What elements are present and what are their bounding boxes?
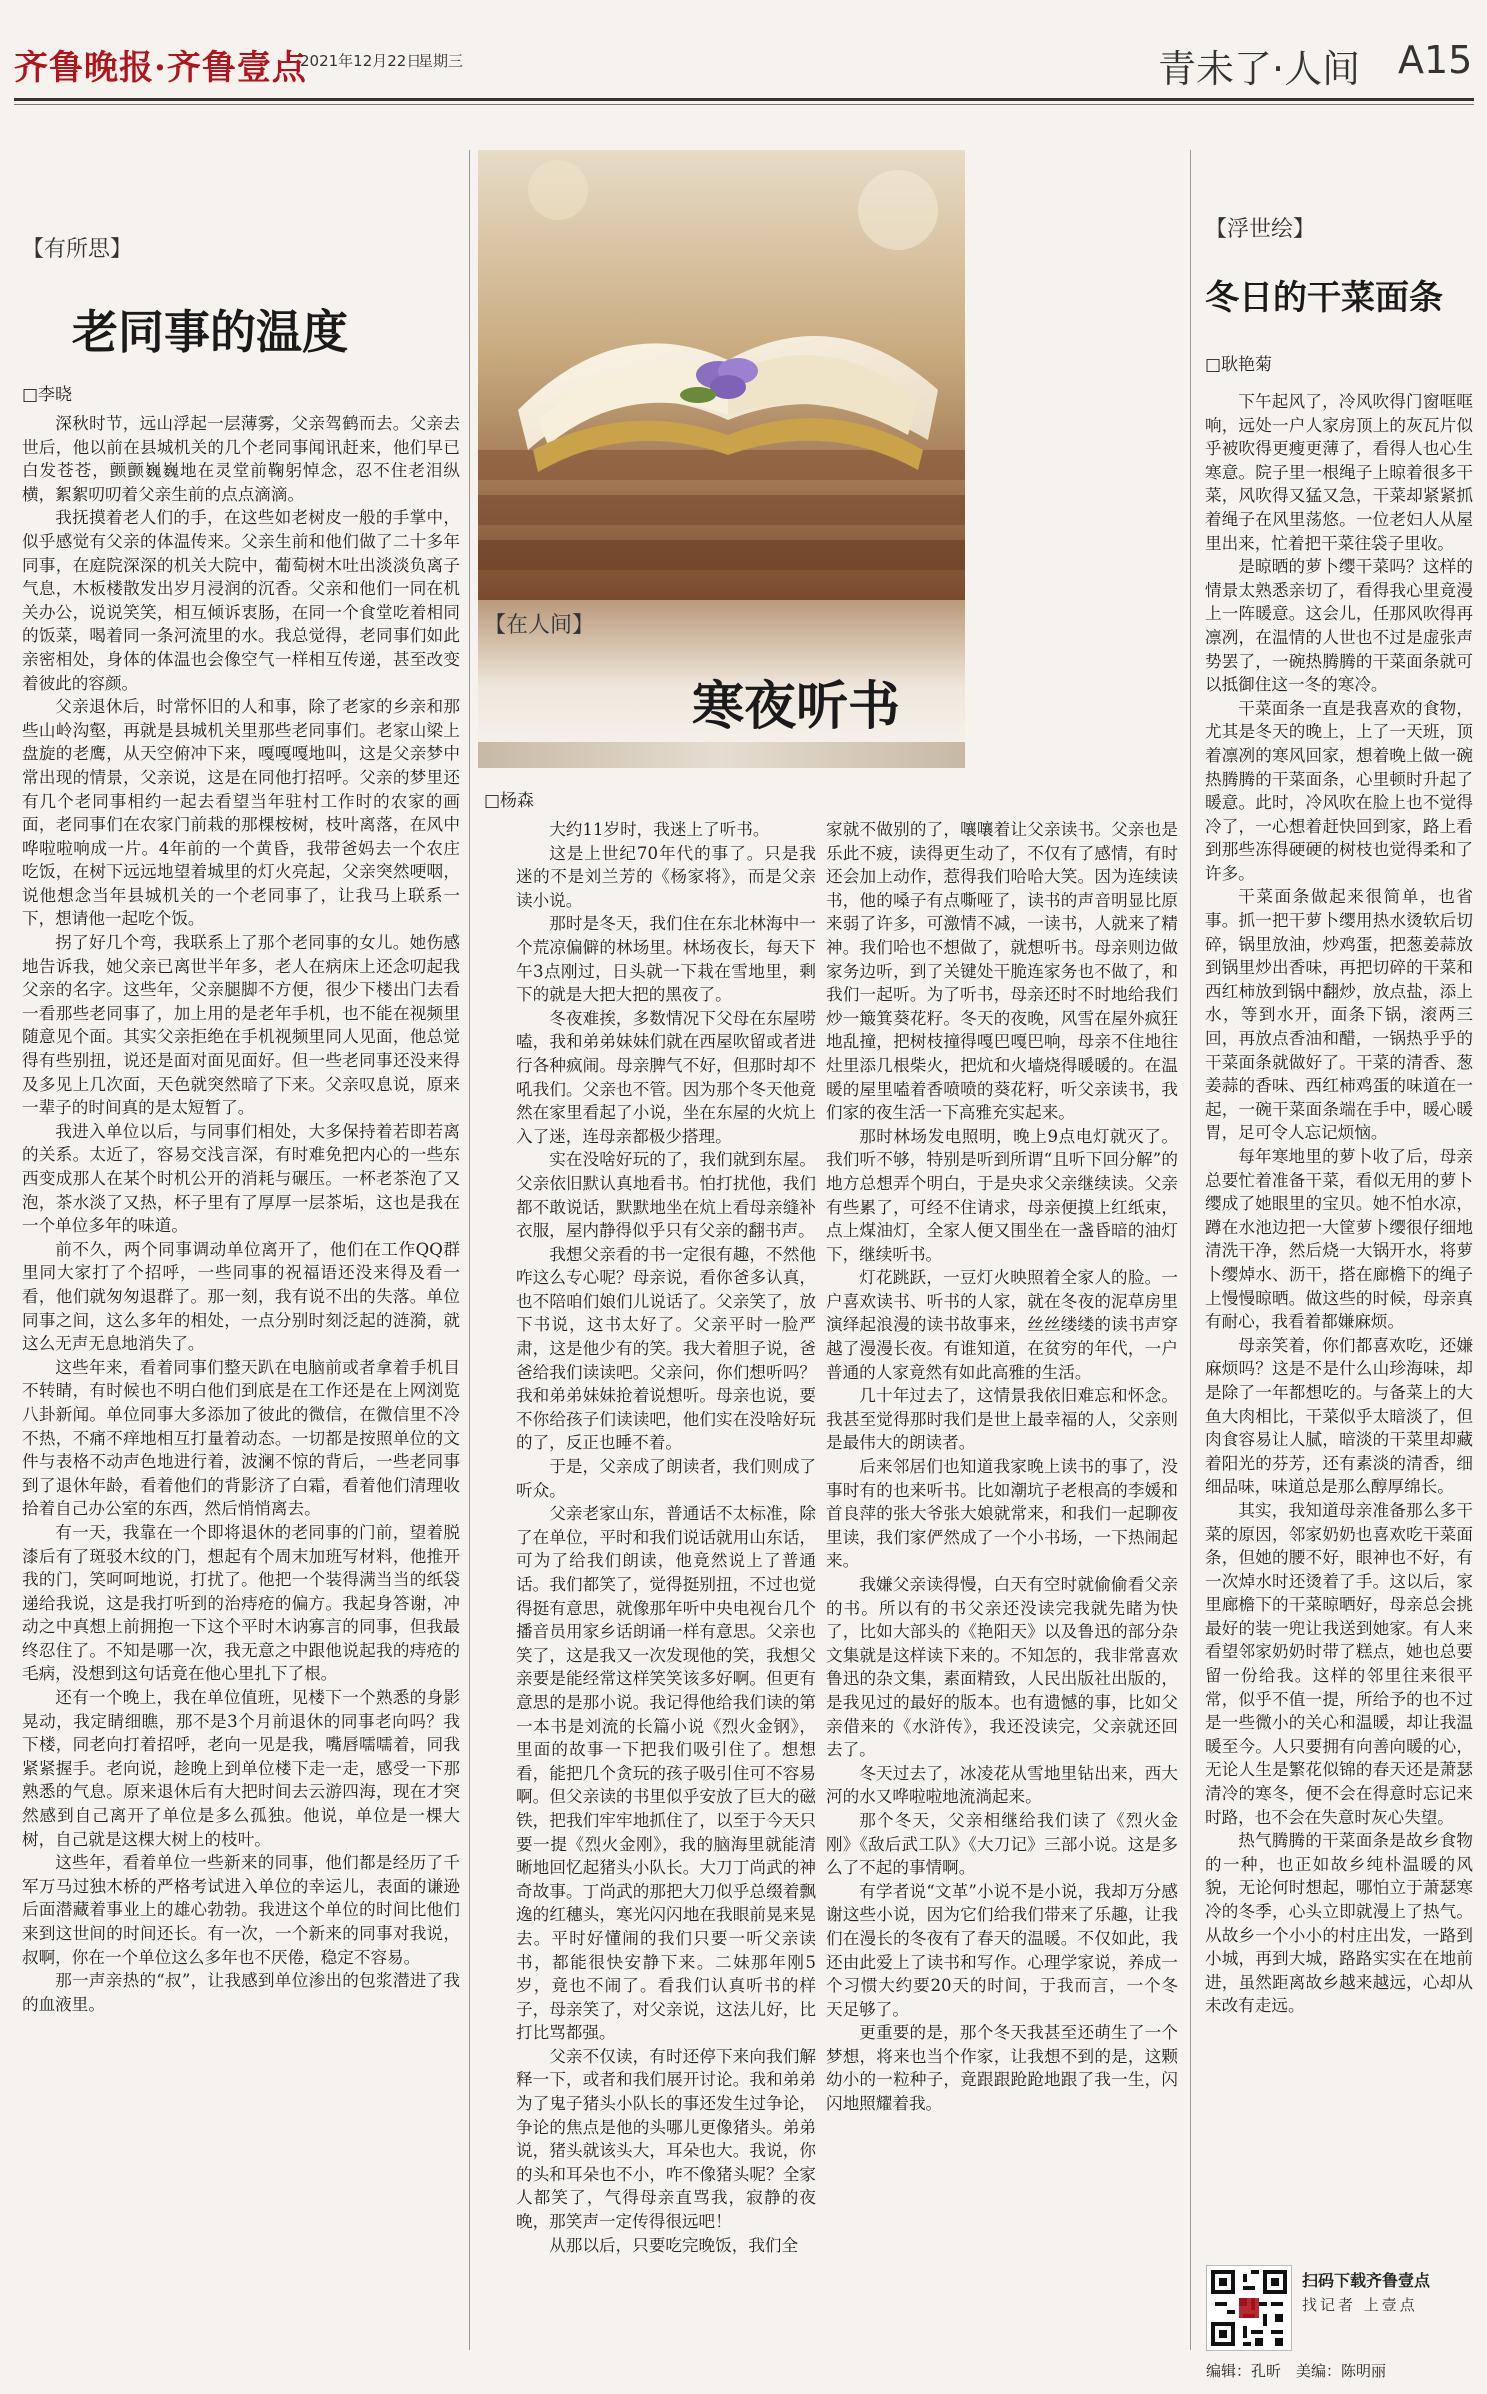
- paragraph: 冬夜难挨，多数情况下父母在东屋唠嗑，我和弟弟妹妹们就在西屋吹留或者进行各种疯闹。母亲脾气不好，但那时却不吼我们。父亲也不管。因为那个冬天他竟然在家里看起了小说，坐在东屋的火炕上入了迷，连母亲都极少搭理。: [516, 1008, 816, 1146]
- center-article-col1: [516, 818, 816, 2358]
- issue-date: 2021年12月22日: [300, 52, 422, 70]
- right-article-byline: □耿艳菊: [1205, 355, 1273, 375]
- article-photo: [478, 150, 965, 600]
- paragraph: 这些年，看着单位一些新来的同事，他们都是经历了千军万马过独木桥的严格考试进入单位的幸运儿，表面的谦逊后面潜藏着事业上的雄心勃勃。我进这个单位的时间比他们来到这世间的时间还长。有一次，一个新来的同事对我说，叔啊，你在一个单位这么多年也不厌倦，稳定不容易。: [22, 1853, 460, 1967]
- paragraph: 有学者说“文革”小说不是小说，我却万分感谢这些小说，因为它们给我们带来了乐趣，让我们在漫长的冬夜有了春天的温暖。不仅如此，我还由此爱上了读书和写作。心理学家说，养成一个习惯大约要20天的时间，于我而言，一个冬天足够了。: [826, 1881, 1178, 2019]
- header-rule-thin: [14, 104, 1474, 105]
- column-divider-right: [1190, 150, 1191, 2350]
- center-article-col2: [826, 818, 1178, 2358]
- paragraph: 这是上世纪70年代的事了。只是我迷的不是刘兰芳的《杨家将》，而是父亲读小说。: [516, 843, 816, 910]
- paragraph: 还有一个晚上，我在单位值班，见楼下一个熟悉的身影晃动，我定睛细瞧，那不是3个月前退休的同事老向吗？我下楼，同老向打着招呼，老向一见是我，嘴唇嚅嚅着，同我紧紧握手。老向说，趁晚上到单位楼下走一走，感受一下那熟悉的气息。原来退休后有大把时间去云游四海，现在才突然感到自己离开了单位是多么孤独。他说，单位是一棵大树，自己就是这棵大树上的枝叶。: [22, 1688, 460, 1849]
- section-title: 青未了·人间: [1158, 47, 1361, 91]
- left-article-body: [22, 412, 460, 2342]
- paragraph: 下午起风了，冷风吹得门窗哐哐响，远处一户人家房顶上的灰瓦片似乎被吹得更瘦更薄了，看得人也心生寒意。院子里一根绳子上晾着很多干菜，风吹得又猛又急，干菜却紧紧抓着绳子在风里荡悠。一位老妇人从屋里出来，忙着把干菜往袋子里收。: [1205, 392, 1473, 553]
- paragraph: 那一声亲热的“叔”，让我感到单位渗出的包浆潜进了我的血液里。: [22, 1971, 460, 2014]
- paragraph: 大约11岁时，我迷上了听书。: [549, 820, 770, 839]
- qr-code-icon: [1207, 2266, 1291, 2350]
- paragraph: 这些年来，看着同事们整天趴在电脑前或者拿着手机目不转睛，有时候也不明白他们到底是在工作还是在上网浏览八卦新闻。单位同事大多添加了彼此的微信，在微信里不冷不热，不痛不痒地相互打量着动态。一切都是按照单位的文件与表格不动声色地进行着，波澜不惊的背后，一些老同事到了退休年龄，看着他们的背影济了白霜，看着他们清理收拾着自己办公室的东西，然后悄悄离去。: [22, 1357, 460, 1519]
- paragraph: 后来邻居们也知道我家晚上读书的事了，没事时有的也来听书。比如潮坑子老根高的李媛和首良萍的张大爷张大娘就常来，和我们一起聊夜里读，我们家俨然成了一个小书场，一下热闹起来。: [826, 1457, 1178, 1571]
- paragraph: 热气腾腾的干菜面条是故乡食物的一种，也正如故乡纯朴温暖的风貌，无论何时想起，哪怕立于萧瑟寒冷的冬季，心头立即就漫上了热气。从故乡一个小小的村庄出发，一路到小城，再到大城，路路实实在在地前进，虽然距离故乡越来越远，心却从未改有走远。: [1205, 1831, 1473, 2016]
- paragraph: 父亲不仅读，有时还停下来向我们解释一下，或者和我们展开讨论。我和弟弟为了鬼子猪头小队长的事还发生过争论，争论的焦点是他的头哪儿更像猪头。弟弟说，猪头就该头大，耳朵也大。我说，你的头和耳朵也不小，咋不像猪头呢？全家人都笑了，气得母亲直骂我，寂静的夜晚，那笑声一定传得很远吧！: [516, 2046, 816, 2232]
- page-number: A15: [1398, 38, 1473, 82]
- paragraph: 灯花跳跃，一豆灯火映照着全家人的脸。一户喜欢读书、听书的人家，就在冬夜的泥草房里演绎起浪漫的读书故事来，丝丝缕缕的读书声穿越了漫漫长夜。有谁知道，在贫穷的年代，一户普通的人家竟然有如此高雅的生活。: [826, 1268, 1178, 1382]
- left-article-tag: 【有所思】: [22, 237, 133, 262]
- paragraph: 实在没啥好玩的了，我们就到东屋。父亲依旧默认真地看书。怕打扰他，我们都不敢说话，默默地坐在炕上看母亲缝补衣服，屋内静得似乎只有父亲的翻书声。: [516, 1150, 816, 1241]
- column-divider-left: [469, 150, 470, 2350]
- paragraph: 父亲老家山东，普通话不太标准，除了在单位，平时和我们说话就用山东话，可为了给我们朗读，他竟然说上了普通话。我们都笑了，觉得挺别扭，不过也觉得挺有意思，就像那年听中央电视台几个播音员用家乡话朗诵一样有意思。父亲也笑了，这是我又一次发现他的笑，我想父亲要是能经常这样笑笑该多好啊。但更有意思的是那小说。我记得他给我们读的第一本书是刘流的长篇小说《烈火金钢》，里面的故事一下把我们吸引住了。想想看，能把几个贪玩的孩子吸引住可不容易啊。但父亲读的书里似乎安放了巨大的磁铁，把我们牢牢地抓住了，以至于今天只要一提《烈火金刚》，我的脑海里就能清晰地回忆起猪头小队长。大刀丁尚武的神奇故事。丁尚武的那把大刀似乎总缀着飘逸的红穗头，寒光闪闪地在我眼前晃来晃去。平时好懂闹的我们只要一听父亲读书，都能很快安静下来。二妹那年刚5岁，竟也不闹了。看我们认真听书的样子，母亲笑了，对父亲说，这法儿好，比打比骂都强。: [516, 1504, 816, 2043]
- paragraph: 深秋时节，远山浮起一层薄雾，父亲驾鹤而去。父亲去世后，他以前在县城机关的几个老同事闻讯赶来，他们早已白发苍苍，颤颤巍巍地在灵堂前鞠躬悼念，忍不住老泪纵横，絮絮叨叨着父亲生前的点点滴滴。: [22, 414, 460, 504]
- paragraph: 每年寒地里的萝卜收了后，母亲总要忙着准备干菜，看似无用的萝卜缨成了她眼里的宝贝。她不怕水凉，蹲在水池边把一大筐萝卜缨很仔细地清洗干净，然后烧一大锅开水，将萝卜缨焯水、沥干，搭在廊檐下的绳子上慢慢晾晒。做这些的时候，母亲真有耐心，我看着都嫌麻烦。: [1205, 1147, 1473, 1332]
- paragraph: 干菜面条做起来很简单，也省事。抓一把干萝卜缨用热水烫软后切碎，锅里放油，炒鸡蛋，把葱姜蒜放到锅里炒出香味，再把切碎的干菜和西红柿放到锅中翻炒，放点盐，添上水，等到水开，面条下锅，滚两三回，再放点香油和醋，一锅热乎乎的干菜面条就做好了。干菜的清香、葱姜蒜的香味、西红柿鸡蛋的味道在一起，一碗干菜面条端在手中，暖心暖胃，足可令人忘记烦恼。: [1205, 887, 1473, 1143]
- paragraph: 我抚摸着老人们的手，在这些如老树皮一般的手掌中，似乎感觉有父亲的体温传来。父亲生前和他们做了二十多年同事，在庭院深深的机关大院中，葡萄树木吐出淡淡负离子气息，木板楼散发出岁月浸润的沉香。父亲和他们一同在机关办公，说说笑笑，相互倾诉衷肠，在同一个食堂吃着相同的饭菜，喝着同一条河流里的水。我总觉得，老同事们如此亲密相处，身体的体温也会像空气一样相互传递，甚至改变着彼此的容颜。: [22, 508, 460, 693]
- paragraph: 那时是冬天，我们住在东北林海中一个荒凉偏僻的林场里。林场夜长，每天下午3点刚过，日头就一下栽在雪地里，剩下的就是大把大把的黑夜了。: [516, 914, 816, 1005]
- center-article-tag: 【在人间】: [484, 613, 595, 638]
- paragraph: 父亲退休后，时常怀旧的人和事，除了老家的乡亲和那些山岭沟壑，再就是县城机关里那些老同事们。老家山梁上盘旋的老鹰，从天空俯冲下来，嘎嘎嘎地叫，这是父亲梦中常出现的情景，父亲说，这是在同他打招呼。父亲的梦里还有几个老同事相约一起去看望当年驻村工作时的农家的画面，老同事们在农家门前栽的那棵桉树，枝叶离落，在风中哗啦啦响成一片。4年前的一个黄昏，我带爸妈去一个农庄吃饭，在树下远远地望着城里的灯火亮起，父亲突然哽咽，说他想念当年县城机关的一个老同事了，让我马上联系一下，想请他一起吃个饭。: [22, 697, 460, 929]
- paragraph: 家就不做别的了，嚷嚷着让父亲读书。父亲也是乐此不疲，读得更生动了，不仅有了感情，有时还会加上动作，惹得我们哈哈大笑。因为连续读书，他的嗓子有点嘶哑了，读书的声音明显比原来弱了许多，可激情不减，一读书，人就来了精神。我们哈也不想做了，就想听书。母亲则边做家务边听，到了关键处干脆连家务也不做了，和我们一起听。为了听书，母亲还时不时地给我们炒一簸箕葵花籽。冬天的夜晚，风雪在屋外疯狂地乱撞，把树枝撞得嘎巴嘎巴响，母亲不住地往灶里添几根柴火，把炕和火墙烧得暖暖的。在温暖的屋里嗑着香喷喷的葵花籽，听父亲读书，我们家的夜生活一下高雅充实起来。: [826, 820, 1178, 1123]
- right-article-tag: 【浮世绘】: [1205, 217, 1316, 242]
- right-article-body: [1205, 390, 1473, 2255]
- paragraph: 那个冬天，父亲相继给我们读了《烈火金刚》《敌后武工队》《大刀记》三部小说。这是多么了不起的事情啊。: [826, 1810, 1178, 1878]
- masthead-logo: 齐鲁晚报·齐鲁壹点: [14, 48, 307, 88]
- center-article-title: 寒夜听书: [692, 676, 901, 737]
- paragraph: 冬天过去了，冰凌花从雪地里钻出来，西大河的水又哗啦啦地流淌起来。: [826, 1763, 1178, 1807]
- paragraph: 几十年过去了，这情景我依旧难忘和怀念。我甚至觉得那时我们是世上最幸福的人，父亲则是最伟大的朗读者。: [826, 1386, 1178, 1453]
- qr-code[interactable]: [1206, 2265, 1292, 2351]
- paragraph: 那时林场发电照明，晚上9点电灯就灭了。我们听不够，特别是听到所谓“且听下回分解”的地方总想弄个明白，于是央求父亲继续读。父亲有些累了，可经不住请求，母亲便摸上红纸束，点上煤油灯，全家人便又围坐在一盏昏暗的油灯下，继续听书。: [826, 1126, 1178, 1264]
- open-book-illustration: [478, 150, 965, 600]
- paragraph: 更重要的是，那个冬天我甚至还萌生了一个梦想，将来也当个作家，让我想不到的是，这颗幼小的一粒种子，竟跟跟跄跄地跟了我一生，闪闪地照耀着我。: [826, 2023, 1178, 2114]
- qr-label: 扫码下载齐鲁壹点: [1302, 2271, 1431, 2290]
- issue-weekday: 星期三: [418, 52, 464, 70]
- paragraph: 于是，父亲成了朗读者，我们则成了听众。: [516, 1457, 816, 1500]
- paragraph: 干菜面条一直是我喜欢的食物，尤其是冬天的晚上，上了一天班，顶着凛冽的寒风回家，想着晚上做一碗热腾腾的干菜面条，心里顿时升起了暖意。此时，冷风吹在脸上也不觉得冷了，一心想着赶快回到家，路上看到那些冻得硬硬的树枝也觉得柔和了许多。: [1205, 698, 1473, 883]
- qr-sublabel: 找记者 上壹点: [1302, 2296, 1418, 2314]
- paragraph: 母亲笑着，你们都喜欢吃，还嫌麻烦吗？这是不是什么山珍海味，却是除了一年都想吃的。与备菜上的大鱼大肉相比，干菜似乎太暗淡了，但肉食容易让人腻，暗淡的干菜里却藏着阳光的芬芳，还有素淡的清香，细细品味，味道总是那么醇厚绵长。: [1205, 1335, 1473, 1497]
- paragraph: 我进入单位以后，与同事们相处，大多保持着若即若离的关系。太近了，容易交浅言深，有时难免把内心的一些东西变成那人在某个时机公开的消耗与碾压。一杯老茶泡了又泡，茶水淡了又热，杯子里有了厚厚一层茶垢，这也是我在一个单位多年的味道。: [22, 1121, 460, 1236]
- paragraph: 我想父亲看的书一定很有趣，不然他咋这么专心呢？母亲说，看你爸多认真，也不陪咱们娘们儿说话了。父亲笑了，放下书说，这书太好了。父亲平时一脸严肃，这是他少有的笑。我大着胆子说，爸爸给我们读读吧。父亲问，你们想听吗？我和弟弟妹妹抢着说想听。母亲也说，要不你给孩子们读读吧，他们实在没啥好玩的了，反正也睡不着。: [516, 1244, 816, 1453]
- right-article-title: 冬日的干菜面条: [1205, 278, 1443, 318]
- paragraph: 拐了好几个弯，我联系上了那个老同事的女儿。她伤感地告诉我，她父亲已离世半年多，老人在病床上还念叨起我父亲的名字。这些年，父亲腿脚不方便，很少下楼出门去看一看那些老同事了，加上用的是老年手机，也不能在视频里随意见个面。其实父亲拒绝在手机视频里同人见面，他总觉得有些别扭，说还是面对面见面好。但一些老同事还没来得及多见上几次面，天色就突然暗了下来。父亲叹息说，原来一辈子的时间真的是太短暂了。: [22, 933, 460, 1118]
- paragraph: 是晾晒的萝卜缨干菜吗？这样的情景太熟悉亲切了，看得我心里竟漫上一阵暖意。这会儿，任那风吹得再凛冽，在温情的人世也不过是虚张声势罢了，一碗热腾腾的干菜面条就可以抵御住这一冬的寒冷。: [1205, 557, 1473, 695]
- header-rule: [14, 98, 1474, 101]
- paragraph: 其实，我知道母亲准备那么多干菜的原因，邻家奶奶也喜欢吃干菜面条，但她的腰不好，眼神也不好，有一次焯水时还烫着了手。这以后，家里廊檐下的干菜晾晒好，母亲总会挑最好的装一兜让我送到她家。有人来看望邻家奶奶时带了糕点，她也总要留一份给我。这样的邻里往来很平常，似乎不值一提，所给予的也不过是一些微小的关心和温暖，却让我温暖至今。人只要拥有向善向暖的心，无论人生是繁花似锦的春天还是萧瑟清冷的寒冬，便不会在得意时忘记来时路，也不会在失意时灰心失望。: [1205, 1500, 1473, 1827]
- paragraph: 前不久，两个同事调动单位离开了，他们在工作QQ群里同大家打了个招呼，一些同事的祝福语还没来得及看一看，他们就匆匆退群了。那一刻，我有说不出的失落。单位同事之间，这么多年的相处，一点分别时刻泛起的涟漪，就这么无声无息地消失了。: [22, 1239, 460, 1354]
- editor-credit: 编辑：孔昕 美编：陈明丽: [1206, 2362, 1387, 2380]
- title-band: [478, 742, 965, 768]
- left-article-title: 老同事的温度: [72, 305, 348, 359]
- paragraph: 从那以后，只要吃完晚饭，我们全: [549, 2235, 799, 2255]
- paragraph: 我嫌父亲读得慢，白天有空时就偷偷看父亲的书。所以有的书父亲还没读完我就先睹为快了，比如大部头的《艳阳天》以及鲁迅的部分杂文集就是这样读下来的。不知怎的，我非常喜欢鲁迅的杂文集，素面精致，人民出版社出版的，是我见过的最好的版本。也有遗憾的事，比如父亲借来的《水浒传》，我还没读完，父亲就还回去了。: [826, 1575, 1178, 1760]
- left-article-byline: □李晓: [22, 385, 73, 405]
- paragraph: 有一天，我靠在一个即将退休的老同事的门前，望着脱漆后有了斑驳木纹的门，想起有个周末加班写材料，他推开我的门，笑呵呵地说，打扰了。他把一个装得满当当的纸袋递给我说，这是我打听到的治痔疮的偏方。我起身答谢，冲动之中真想上前拥抱一下这个平时木讷寡言的同事，但我最终忍住了。不知是哪一次，我无意之中跟他说起我的痔疮的毛病，没想到这句话竟在他心里扎下了根。: [22, 1522, 460, 1684]
- center-article-byline: □杨森: [484, 791, 535, 811]
